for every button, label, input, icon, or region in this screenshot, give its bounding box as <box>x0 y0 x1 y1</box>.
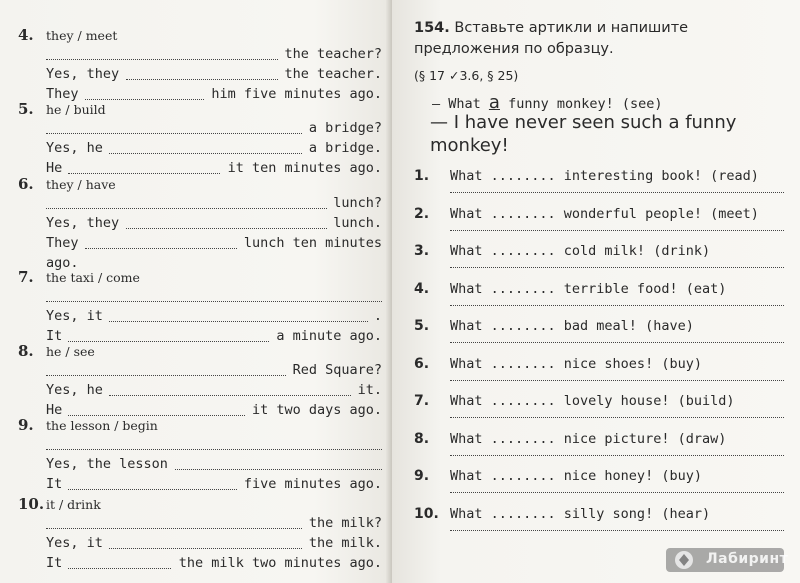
line-start-text: Yes, he <box>46 382 103 398</box>
blank-dots <box>46 301 382 302</box>
sentence-item <box>414 393 784 431</box>
exercise-header <box>18 26 382 46</box>
labirint-logo <box>666 545 789 575</box>
right-page <box>392 0 800 583</box>
model-question-end: funny monkey! (see) <box>508 96 663 112</box>
blank-dots <box>46 208 327 209</box>
line-end-text: a bridge? <box>308 120 382 136</box>
exercise-header <box>18 495 382 515</box>
answer-line <box>18 215 382 235</box>
line-end-text: a minute ago. <box>276 328 382 344</box>
item-number: 4. <box>414 280 430 297</box>
item-text: What ........ bad meal! (have) <box>450 318 694 334</box>
exercise-6 <box>18 175 382 275</box>
sentence-item <box>414 468 784 506</box>
item-number: 7. <box>414 393 430 409</box>
sentence-item <box>414 168 784 206</box>
answer-line <box>18 535 382 555</box>
answer-line <box>18 140 382 160</box>
grammar-refs: (§ 17 ✓3.6, § 25) <box>414 68 519 83</box>
answer-line <box>18 66 382 86</box>
line-start-text: It <box>46 328 63 344</box>
line-end-text: Red Square? <box>292 362 382 378</box>
line-end-text: it. <box>357 382 382 398</box>
exercise-10 <box>18 495 382 575</box>
answer-line <box>18 436 382 456</box>
line-start-text: It <box>46 476 63 492</box>
exercise-4 <box>18 26 382 106</box>
line-start-text: It <box>46 555 63 571</box>
task-heading <box>414 18 784 60</box>
blank-dots <box>46 133 302 134</box>
blank-dots <box>109 321 367 322</box>
answer-dots <box>450 492 784 493</box>
item-number: 5. <box>414 318 430 334</box>
answer-line <box>18 120 382 140</box>
blank-dots <box>85 248 237 249</box>
answer-dots <box>450 455 784 456</box>
answer-dots <box>450 342 784 343</box>
line-end-text: the milk two minutes ago. <box>178 555 382 571</box>
item-text: What ........ interesting book! (read) <box>450 168 759 184</box>
line-end-text: lunch? <box>333 195 382 211</box>
sentence-item <box>414 506 784 544</box>
exercise-prompt: he / build <box>46 102 106 117</box>
line-end-text: the teacher? <box>284 46 382 62</box>
item-text: What ........ nice honey! (buy) <box>450 468 702 484</box>
exercise-header <box>18 342 382 362</box>
answer-line <box>18 235 382 255</box>
blank-dots <box>68 173 220 174</box>
line-end-text: it ten minutes ago. <box>227 160 382 176</box>
sentence-item <box>414 318 784 356</box>
exercise-number: 5. <box>18 100 34 118</box>
item-number: 8. <box>414 430 430 447</box>
answer-dots <box>450 417 784 418</box>
item-number: 1. <box>414 168 430 184</box>
line-start-text: He <box>46 402 63 418</box>
exercise-9 <box>18 416 382 496</box>
exercise-8 <box>18 342 382 422</box>
line-end-text: the milk. <box>308 535 382 551</box>
line-start-text: ago. <box>46 255 79 271</box>
answer-line <box>18 288 382 308</box>
line-end-text: him five minutes ago. <box>211 86 382 102</box>
answer-dots <box>450 530 784 531</box>
blank-dots <box>126 228 327 229</box>
sentence-item <box>414 356 784 394</box>
blank-dots <box>109 548 302 549</box>
exercise-header <box>18 268 382 288</box>
exercise-prompt: they / have <box>46 177 116 192</box>
exercise-prompt: the taxi / come <box>46 270 140 285</box>
answer-line <box>18 476 382 496</box>
exercise-prompt: they / meet <box>46 28 118 43</box>
answer-line <box>18 308 382 328</box>
blank-dots <box>46 449 382 450</box>
item-text: What ........ wonderful people! (meet) <box>450 205 759 222</box>
line-end-text: the teacher. <box>284 66 382 82</box>
line-end-text: it two days ago. <box>251 402 382 418</box>
blank-dots <box>109 395 351 396</box>
line-start-text: Yes, he <box>46 140 103 156</box>
exercise-7 <box>18 268 382 348</box>
blank-dots <box>68 489 236 490</box>
answer-dots <box>450 380 784 381</box>
model-question <box>432 92 663 113</box>
line-start-text: Yes, they <box>46 66 120 82</box>
blank-dots <box>46 59 278 60</box>
exercise-prompt: the lesson / begin <box>46 418 158 433</box>
answer-dots <box>450 267 784 268</box>
blank-dots <box>46 375 286 376</box>
item-text: What ........ nice picture! (draw) <box>450 430 727 447</box>
line-start-text: Yes, the lesson <box>46 456 168 472</box>
answer-dots <box>450 230 784 231</box>
exercise-number: 10. <box>18 495 45 513</box>
exercise-header <box>18 175 382 195</box>
answer-line <box>18 362 382 382</box>
sentence-item <box>414 206 784 244</box>
answer-line <box>18 382 382 402</box>
line-end-text: five minutes ago. <box>243 476 382 492</box>
item-number: 9. <box>414 468 430 484</box>
item-number: 2. <box>414 205 430 222</box>
exercise-header <box>18 100 382 120</box>
line-start-text: He <box>46 160 63 176</box>
exercise-number: 6. <box>18 175 34 193</box>
exercise-number: 4. <box>18 26 34 44</box>
line-start-text: Yes, it <box>46 535 103 551</box>
blank-dots <box>109 153 302 154</box>
item-text: What ........ terrible food! (eat) <box>450 280 727 297</box>
left-page <box>0 0 392 583</box>
exercise-prompt: he / see <box>46 344 95 359</box>
answer-line <box>18 555 382 575</box>
line-start-text: They <box>46 86 79 102</box>
item-text: What ........ silly song! (hear) <box>450 505 711 522</box>
blank-dots <box>68 568 171 569</box>
model-answer: — I have never seen such a funny monkey! <box>430 112 737 156</box>
answer-line <box>18 195 382 215</box>
item-text: What ........ nice shoes! (buy) <box>450 355 702 372</box>
answer-line <box>18 456 382 476</box>
blank-dots <box>175 469 382 470</box>
watermark-text: Лабиринт <box>706 551 789 567</box>
sentence-item <box>414 431 784 469</box>
item-number: 10. <box>414 505 439 522</box>
exercise-number: 7. <box>18 268 34 286</box>
answer-dots <box>450 305 784 306</box>
exercise-number: 8. <box>18 342 34 360</box>
line-start-text: Yes, it <box>46 308 103 324</box>
blank-dots <box>126 79 278 80</box>
item-number: 6. <box>414 355 430 372</box>
exercise-header <box>18 416 382 436</box>
model-article: a <box>488 92 500 113</box>
item-text: What ........ cold milk! (drink) <box>450 243 711 259</box>
line-end-text: lunch. <box>333 215 382 231</box>
line-end-text: . <box>373 308 382 324</box>
exercise-number: 9. <box>18 416 34 434</box>
line-end-text: a bridge. <box>308 140 382 156</box>
answer-dots <box>450 192 784 193</box>
answer-line <box>18 515 382 535</box>
task-title: Вставьте артикли и напишите предложения по образцу. <box>414 20 689 57</box>
sentence-item <box>414 243 784 281</box>
exercise-5 <box>18 100 382 180</box>
line-start-text: They <box>46 235 79 251</box>
sentence-item <box>414 281 784 319</box>
line-end-text: lunch ten minutes <box>243 235 382 251</box>
answer-line <box>18 46 382 66</box>
blank-dots <box>46 528 302 529</box>
task-number: 154. <box>414 20 450 36</box>
exercise-prompt: it / drink <box>46 497 101 512</box>
item-number: 3. <box>414 243 430 259</box>
item-text: What ........ lovely house! (build) <box>450 393 735 409</box>
line-end-text: the milk? <box>308 515 382 531</box>
model-question-start: — What <box>432 96 481 112</box>
line-start-text: Yes, they <box>46 215 120 231</box>
